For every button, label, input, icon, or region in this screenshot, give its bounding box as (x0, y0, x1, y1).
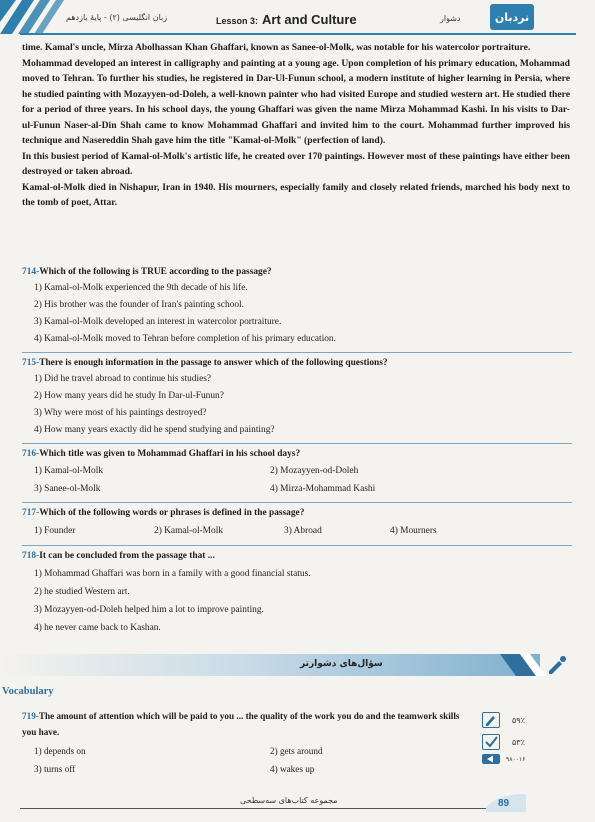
page-header (0, 0, 595, 38)
question-number: 715- (22, 358, 40, 368)
pencil-box-icon (482, 712, 500, 728)
question-number: 716- (22, 449, 40, 459)
option-1[interactable]: 1) Founder (34, 526, 76, 536)
option-3[interactable]: 3) turns off (34, 764, 76, 774)
stat-percent-2: ۵۳٪ (512, 738, 525, 747)
option-2[interactable]: 2) His brother was the founder of Iran's painting school. (34, 300, 244, 310)
lesson-number: Lesson 3: (216, 16, 259, 26)
option-1[interactable]: 1) Kamal-ol-Molk (34, 466, 103, 476)
header-rule (20, 33, 576, 35)
question-number: 719- (22, 711, 39, 721)
passage-paragraph: Kamal-ol-Molk died in Nishapur, Iran in 1940. His mourners, especially family and closely related friends, marched his body next to the tomb of poet, Attar. (22, 181, 570, 208)
checkbox-icon (482, 734, 500, 750)
option-1[interactable]: 1) depends on (34, 746, 86, 756)
vocabulary-heading: Vocabulary (2, 686, 54, 697)
option-3[interactable]: 3) Abroad (284, 526, 322, 536)
option-3[interactable]: 3) Sanee-ol-Molk (34, 484, 101, 494)
lesson-name: Art and Culture (262, 12, 357, 27)
question-stem (22, 356, 570, 371)
question-number: 714- (22, 267, 40, 277)
footer-rule (20, 808, 490, 809)
difficulty-label: دشوار (440, 14, 461, 23)
book-label: زبان انگلیسی (۲) - پایهٔ یازدهم (66, 13, 168, 22)
question-stem (22, 549, 570, 564)
passage-paragraph: time. Kamal's uncle, Mirza Abolhassan Khan Ghaffari, known as Sanee-ol-Molk, was notable for his watercolor portraiture. (22, 42, 531, 53)
question-stem (22, 447, 570, 462)
stat-code: ۹۸۰۰۱۶ (506, 756, 526, 763)
option-3[interactable]: 3) Kamal-ol-Molk developed an interest in watercolor portraiture. (34, 317, 282, 327)
option-2[interactable]: 2) Mozayyen-od-Doleh (270, 466, 359, 476)
option-4[interactable]: 4) he never came back to Kashan. (34, 623, 161, 633)
page-number: 89 (498, 798, 510, 809)
option-1[interactable]: 1) Mohammad Ghaffari was born in a family with a good financial status. (34, 569, 311, 579)
question-719 (22, 708, 472, 774)
question-716 (22, 447, 570, 494)
question-text: The amount of attention which will be paid to you ... the quality of the work you do and the teamwork skills you have. (22, 711, 460, 737)
reading-passage (22, 40, 570, 211)
question-text: There is enough information in the passage to answer which of the following questions? (39, 358, 388, 368)
question-text: Which title was given to Mohammad Ghaffari in his school days? (39, 449, 301, 459)
question-number: 717- (22, 508, 40, 518)
footer-series-title: مجموعه کتاب‌های سه‌سطحی (240, 796, 338, 805)
passage-paragraph: Mohammad developed an interest in calligraphy and painting at a young age. Upon completion of his primary education, Mohammad moved to Tehran. To further his studies, he registered in Dar-Ul-Funun school, a modern institute of higher learning in Persia, where he studied painting with Mozayyen-od-Doleh, a well-known painter who had visited Europe and studied western art. He studied there for a period of three years. In his school days, the young Ghaffari was given the name Mirza Mohammad Kashi. In his visits to Dar-ul-Funun Naser-al-Din Shah came to know Mohammad Ghaffari and invited him to the court. Mohammad further improved his technique and Nasereddin Shah gave him the title "Kamal-ol-Molk" (perfection of land). (22, 57, 570, 146)
option-4[interactable]: 4) Mourners (390, 526, 437, 536)
question-text: It can be concluded from the passage that ... (39, 551, 215, 561)
option-2[interactable]: 2) Kamal-ol-Molk (154, 526, 223, 536)
option-3[interactable]: 3) Why were most of his paintings destroyed? (34, 408, 207, 418)
option-4[interactable]: 4) wakes up (270, 764, 315, 774)
option-1[interactable]: 1) Did he travel abroad to continue his studies? (34, 374, 212, 384)
question-divider (22, 545, 572, 546)
question-stem (22, 708, 472, 740)
question-divider (22, 502, 572, 503)
lesson-title (216, 11, 357, 29)
banner-background (0, 650, 595, 680)
publisher-logo: نردبان (490, 4, 534, 30)
arrow-left-icon (482, 754, 500, 764)
question-715 (22, 356, 570, 435)
harder-questions-banner (0, 650, 595, 680)
question-text: Which of the following words or phrases is defined in the passage? (39, 508, 305, 518)
option-2[interactable]: 2) he studied Western art. (34, 587, 130, 597)
question-text: Which of the following is TRUE according to the passage? (39, 267, 272, 277)
pencil-icon (545, 653, 569, 677)
question-717 (22, 506, 570, 536)
question-divider (22, 352, 572, 353)
question-stem (22, 265, 570, 280)
question-stem (22, 506, 570, 521)
question-number: 718- (22, 551, 40, 561)
question-718 (22, 549, 570, 633)
option-1[interactable]: 1) Kamal-ol-Molk experienced the 9th decade of his life. (34, 283, 248, 293)
option-3[interactable]: 3) Mozayyen-od-Doleh helped him a lot to improve painting. (34, 605, 264, 615)
option-2[interactable]: 2) How many years did he study In Dar-ul-Funun? (34, 391, 224, 401)
stat-percent-1: ۵۹٪ (512, 716, 525, 725)
question-divider (22, 443, 572, 444)
option-2[interactable]: 2) gets around (270, 746, 323, 756)
banner-title: سؤال‌های دشوارتر (300, 659, 383, 669)
question-714 (22, 265, 570, 344)
option-4[interactable]: 4) Kamal-ol-Molk moved to Tehran before completion of his primary education. (34, 334, 336, 344)
option-4[interactable]: 4) Mirza-Mohammad Kashi (270, 484, 376, 494)
passage-paragraph: In this busiest period of Kamal-ol-Molk's artistic life, he created over 170 paintings. However most of these paintings have either been destroyed or taken abroad. (22, 150, 570, 177)
option-4[interactable]: 4) How many years exactly did he spend studying and painting? (34, 425, 275, 435)
